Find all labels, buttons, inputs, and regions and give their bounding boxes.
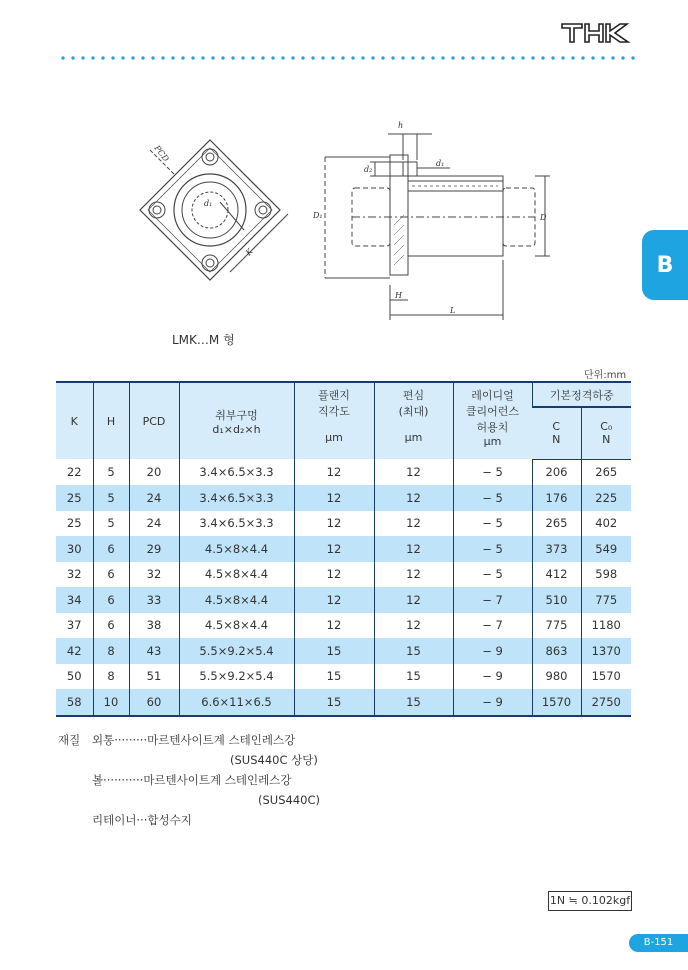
header-eccentricity bbox=[374, 382, 453, 459]
cell-c: 373 bbox=[532, 536, 581, 562]
table-row bbox=[56, 485, 631, 511]
cell-flange: 12 bbox=[294, 562, 374, 588]
header-radial-line3: 허용치 bbox=[476, 421, 509, 434]
material-retainer: 리테이너···합성수지 bbox=[92, 813, 192, 827]
cell-h: 6 bbox=[93, 613, 129, 639]
cell-eccentricity: 12 bbox=[374, 536, 453, 562]
cell-eccentricity: 12 bbox=[374, 587, 453, 613]
cell-k: 30 bbox=[56, 536, 93, 562]
header-flange-unit: μm bbox=[325, 431, 343, 444]
cell-c0: 1570 bbox=[581, 664, 631, 690]
header-ecc-unit: μm bbox=[404, 431, 423, 444]
label-d1-side: d₁ bbox=[436, 159, 445, 168]
label-D1: D₁ bbox=[313, 211, 323, 220]
cell-eccentricity: 15 bbox=[374, 664, 453, 690]
thk-logo bbox=[560, 20, 632, 46]
cell-h: 6 bbox=[93, 587, 129, 613]
cell-k: 25 bbox=[56, 485, 93, 511]
label-L: L bbox=[450, 306, 456, 315]
material-outer-note: (SUS440C 상당) bbox=[230, 753, 318, 767]
cell-c0: 598 bbox=[581, 562, 631, 588]
cell-c: 510 bbox=[532, 587, 581, 613]
label-h: h bbox=[398, 121, 404, 130]
cell-mounting-hole: 4.5×8×4.4 bbox=[179, 587, 294, 613]
cell-eccentricity: 12 bbox=[374, 613, 453, 639]
cell-pcd: 32 bbox=[129, 562, 179, 588]
header-c-symbol: C bbox=[552, 420, 561, 434]
cell-c0: 549 bbox=[581, 536, 631, 562]
cell-k: 25 bbox=[66, 516, 82, 531]
cell-radial-clearance: − 7 bbox=[453, 587, 532, 613]
cell-flange: 12 bbox=[294, 536, 374, 562]
cell-c0: 402 bbox=[581, 511, 631, 537]
cell-flange: 12 bbox=[294, 459, 374, 485]
cell-c0: 225 bbox=[581, 485, 631, 511]
section-tab[interactable]: B bbox=[642, 230, 688, 300]
table-row bbox=[56, 459, 631, 485]
header-c-unit: N bbox=[552, 433, 561, 447]
table-row bbox=[56, 562, 631, 588]
cell-eccentricity: 15 bbox=[374, 638, 453, 664]
label-d1: d₁ bbox=[204, 199, 213, 208]
header-c bbox=[532, 407, 581, 459]
figure-caption: LMK…M 형 bbox=[172, 333, 235, 347]
cell-h: 6 bbox=[93, 562, 129, 588]
cell-flange: 12 bbox=[294, 511, 374, 537]
header-pcd: PCD bbox=[129, 382, 179, 459]
cell-radial-clearance: − 9 bbox=[453, 689, 532, 716]
cell-c: 1570 bbox=[532, 689, 581, 716]
cell-pcd: 51 bbox=[129, 664, 179, 690]
material-label: 재질 bbox=[58, 733, 81, 747]
header-flange-line1: 플랜지 bbox=[318, 389, 350, 402]
header-k: K bbox=[70, 414, 78, 428]
cell-radial-clearance: − 5 bbox=[453, 562, 532, 588]
header-flange-line2: 직각도 bbox=[318, 405, 350, 418]
label-d2-left: d₂ bbox=[364, 165, 373, 174]
cell-mounting-hole: 5.5×9.2×5.4 bbox=[179, 638, 294, 664]
cell-h: 10 bbox=[93, 689, 129, 716]
cell-c0: 2750 bbox=[581, 689, 631, 716]
cell-h: 8 bbox=[93, 638, 129, 664]
label-k: K bbox=[244, 246, 255, 258]
cell-h: 5 bbox=[93, 511, 129, 537]
table-row bbox=[56, 587, 631, 613]
cell-flange: 12 bbox=[294, 587, 374, 613]
cell-radial-clearance: − 5 bbox=[453, 485, 532, 511]
cell-flange: 15 bbox=[294, 638, 374, 664]
cell-pcd: 29 bbox=[129, 536, 179, 562]
label-D: D bbox=[540, 213, 547, 222]
cell-radial-clearance: − 7 bbox=[453, 613, 532, 639]
cell-pcd: 20 bbox=[129, 459, 179, 485]
cell-pcd: 24 bbox=[129, 511, 179, 537]
header-ecc-line2: (최대) bbox=[398, 405, 429, 418]
cell-pcd: 43 bbox=[129, 638, 179, 664]
cell-h: 6 bbox=[93, 536, 129, 562]
header-c0-unit: N bbox=[602, 433, 611, 447]
header-mounting-hole-line1: 취부구멍 bbox=[215, 408, 258, 422]
cell-c: 980 bbox=[532, 664, 581, 690]
spec-table bbox=[56, 381, 631, 717]
table-row bbox=[56, 664, 631, 690]
cell-h: 5 bbox=[93, 459, 129, 485]
table-row bbox=[56, 613, 631, 639]
header-ecc-line1: 편심 bbox=[402, 389, 425, 402]
header-radial-clearance bbox=[453, 382, 532, 459]
table-row bbox=[56, 638, 631, 664]
cell-pcd: 24 bbox=[129, 485, 179, 511]
cell-k: 42 bbox=[56, 638, 93, 664]
cell-radial-clearance: − 9 bbox=[453, 664, 532, 690]
cell-h: 5 bbox=[93, 485, 129, 511]
header-h: H bbox=[93, 382, 129, 459]
cell-flange: 15 bbox=[294, 689, 374, 716]
cell-mounting-hole: 3.4×6.5×3.3 bbox=[179, 459, 294, 485]
cell-radial-clearance: − 9 bbox=[453, 638, 532, 664]
cell-h: 8 bbox=[93, 664, 129, 690]
cell-c: 863 bbox=[532, 638, 581, 664]
cell-eccentricity: 12 bbox=[374, 459, 453, 485]
header-c0 bbox=[581, 407, 631, 459]
cell-c0: 1180 bbox=[581, 613, 631, 639]
cell-pcd: 60 bbox=[129, 689, 179, 716]
cell-k: 37 bbox=[66, 618, 82, 633]
cell-mounting-hole: 4.5×8×4.4 bbox=[179, 562, 294, 588]
cell-mounting-hole: 4.5×8×4.4 bbox=[179, 613, 294, 639]
cell-mounting-hole: 3.4×6.5×3.3 bbox=[179, 485, 294, 511]
cell-eccentricity: 12 bbox=[374, 562, 453, 588]
cell-pcd: 38 bbox=[129, 613, 179, 639]
header-radial-line2: 클리어런스 bbox=[465, 405, 520, 418]
cell-k: 50 bbox=[66, 669, 82, 684]
cell-c: 775 bbox=[532, 613, 581, 639]
header-mounting-hole bbox=[179, 382, 294, 459]
cell-c0: 775 bbox=[581, 587, 631, 613]
unit-label: 단위:mm bbox=[584, 370, 627, 381]
header-basic-load-rating: 기본정격하중 bbox=[532, 382, 631, 407]
cell-c: 176 bbox=[532, 485, 581, 511]
header-radial-unit: μm bbox=[483, 435, 502, 448]
material-ball-note: (SUS440C) bbox=[258, 793, 320, 807]
cell-radial-clearance: − 5 bbox=[453, 536, 532, 562]
cell-flange: 12 bbox=[294, 485, 374, 511]
cell-k: 32 bbox=[66, 567, 82, 582]
header-flange-perpendicularity bbox=[294, 382, 374, 459]
material-outer: 외통·········마르텐사이트계 스테인레스강 bbox=[92, 733, 296, 747]
header-radial-line1: 레이디얼 bbox=[471, 389, 514, 402]
cell-k: 22 bbox=[66, 465, 82, 479]
cell-k: 34 bbox=[56, 587, 93, 613]
table-row bbox=[56, 689, 631, 716]
label-H: H bbox=[395, 291, 402, 300]
header-c0-symbol: C₀ bbox=[600, 420, 613, 434]
cell-eccentricity: 12 bbox=[374, 511, 453, 537]
cell-c0: 1370 bbox=[581, 638, 631, 664]
page-number: B-151 bbox=[629, 934, 688, 952]
table-row bbox=[56, 511, 631, 537]
material-ball: 볼···········마르텐사이트계 스테인레스강 bbox=[92, 773, 292, 787]
cell-radial-clearance: − 5 bbox=[453, 459, 532, 485]
cell-pcd: 33 bbox=[129, 587, 179, 613]
cell-radial-clearance: − 5 bbox=[453, 511, 532, 537]
label-pcd: PCD bbox=[152, 143, 171, 164]
cell-c: 265 bbox=[532, 511, 581, 537]
cell-mounting-hole: 5.5×9.2×5.4 bbox=[179, 664, 294, 690]
cell-c: 412 bbox=[532, 562, 581, 588]
cell-flange: 15 bbox=[294, 664, 374, 690]
cell-mounting-hole: 6.6×11×6.5 bbox=[179, 689, 294, 716]
header-mounting-hole-line2: d₁×d₂×h bbox=[212, 422, 261, 436]
cell-eccentricity: 12 bbox=[374, 485, 453, 511]
cell-k: 58 bbox=[56, 689, 93, 716]
lmk-m-drawing bbox=[120, 110, 560, 325]
cell-c: 206 bbox=[532, 459, 581, 485]
cell-mounting-hole: 4.5×8×4.4 bbox=[179, 536, 294, 562]
table-row bbox=[56, 536, 631, 562]
cell-flange: 12 bbox=[294, 613, 374, 639]
cell-mounting-hole: 3.4×6.5×3.3 bbox=[179, 511, 294, 537]
cell-eccentricity: 15 bbox=[374, 689, 453, 716]
cell-c0: 265 bbox=[581, 459, 631, 485]
unit-conversion: 1N ≒ 0.102kgf bbox=[548, 891, 632, 911]
header-dotted-rule bbox=[58, 56, 638, 60]
